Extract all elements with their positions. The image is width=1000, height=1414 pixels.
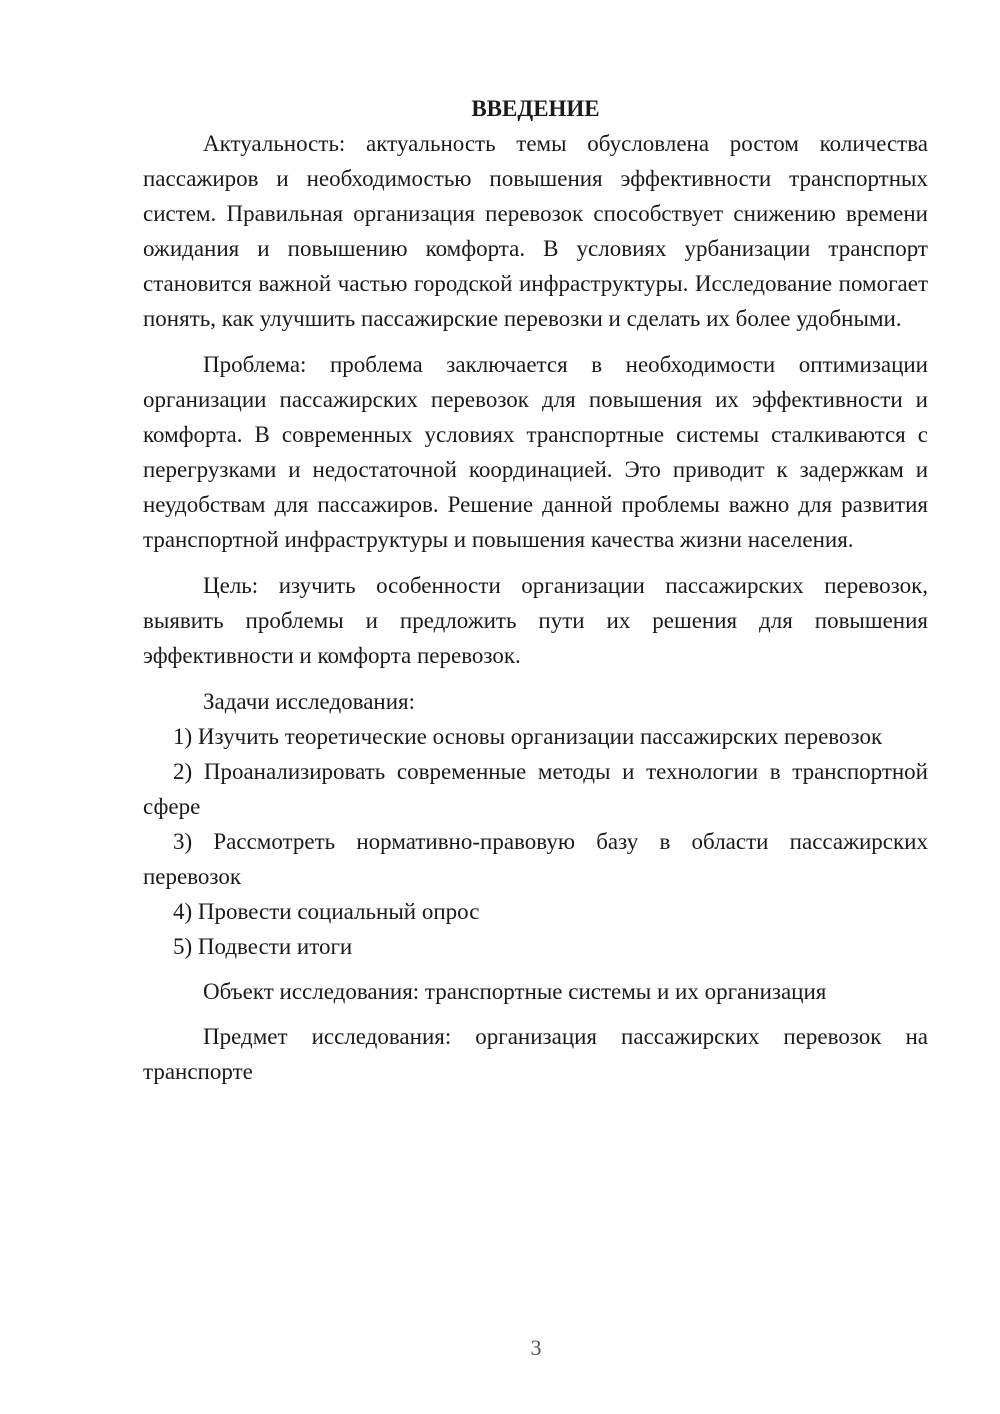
object-paragraph: Объект исследования: транспортные системы и их организация [203, 979, 827, 1004]
subject-paragraph: Предмет исследования: организация пассажирских перевозок на транспорте [143, 1024, 928, 1084]
page-content [143, 91, 928, 1089]
task-item: 3) Рассмотреть нормативно-правовую базу в области пассажирских перевозок [143, 829, 928, 889]
task-item: 1) Изучить теоретические основы организации пассажирских перевозок [173, 724, 883, 749]
goal-paragraph: Цель: изучить особенности организации пассажирских перевозок, выявить проблемы и предложить пути их решения для повышения эффективности и комфорта перевозок. [143, 573, 928, 668]
problem-paragraph: Проблема: проблема заключается в необходимости оптимизации организации пассажирских перевозок для повышения их эффективности и комфорта. В современных условиях транспортные системы сталкиваются с перегрузками и недостаточной координацией. Это приводит к задержкам и неудобствам для пассажиров. Решение данной проблемы важно для развития транспортной инфраструктуры и повышения качества жизни населения. [143, 352, 928, 552]
task-item: 2) Проанализировать современные методы и технологии в транспортной сфере [143, 759, 928, 819]
task-item: 4) Провести социальный опрос [173, 899, 480, 924]
page-number: 3 [530, 1335, 542, 1360]
relevance-paragraph: Актуальность: актуальность темы обусловлена ростом количества пассажиров и необходимостью повышения эффективности транспортных систем. Правильная организация перевозок способствует снижению времени ожидания и повышению комфорта. В условиях урбанизации транспорт становится важной частью городской инфраструктуры. Исследование помогает понять, как улучшить пассажирские перевозки и сделать их более удобными. [143, 131, 928, 331]
tasks-title: Задачи исследования: [203, 689, 416, 714]
task-item: 5) Подвести итоги [173, 934, 353, 959]
section-heading: ВВЕДЕНИЕ [471, 96, 600, 121]
